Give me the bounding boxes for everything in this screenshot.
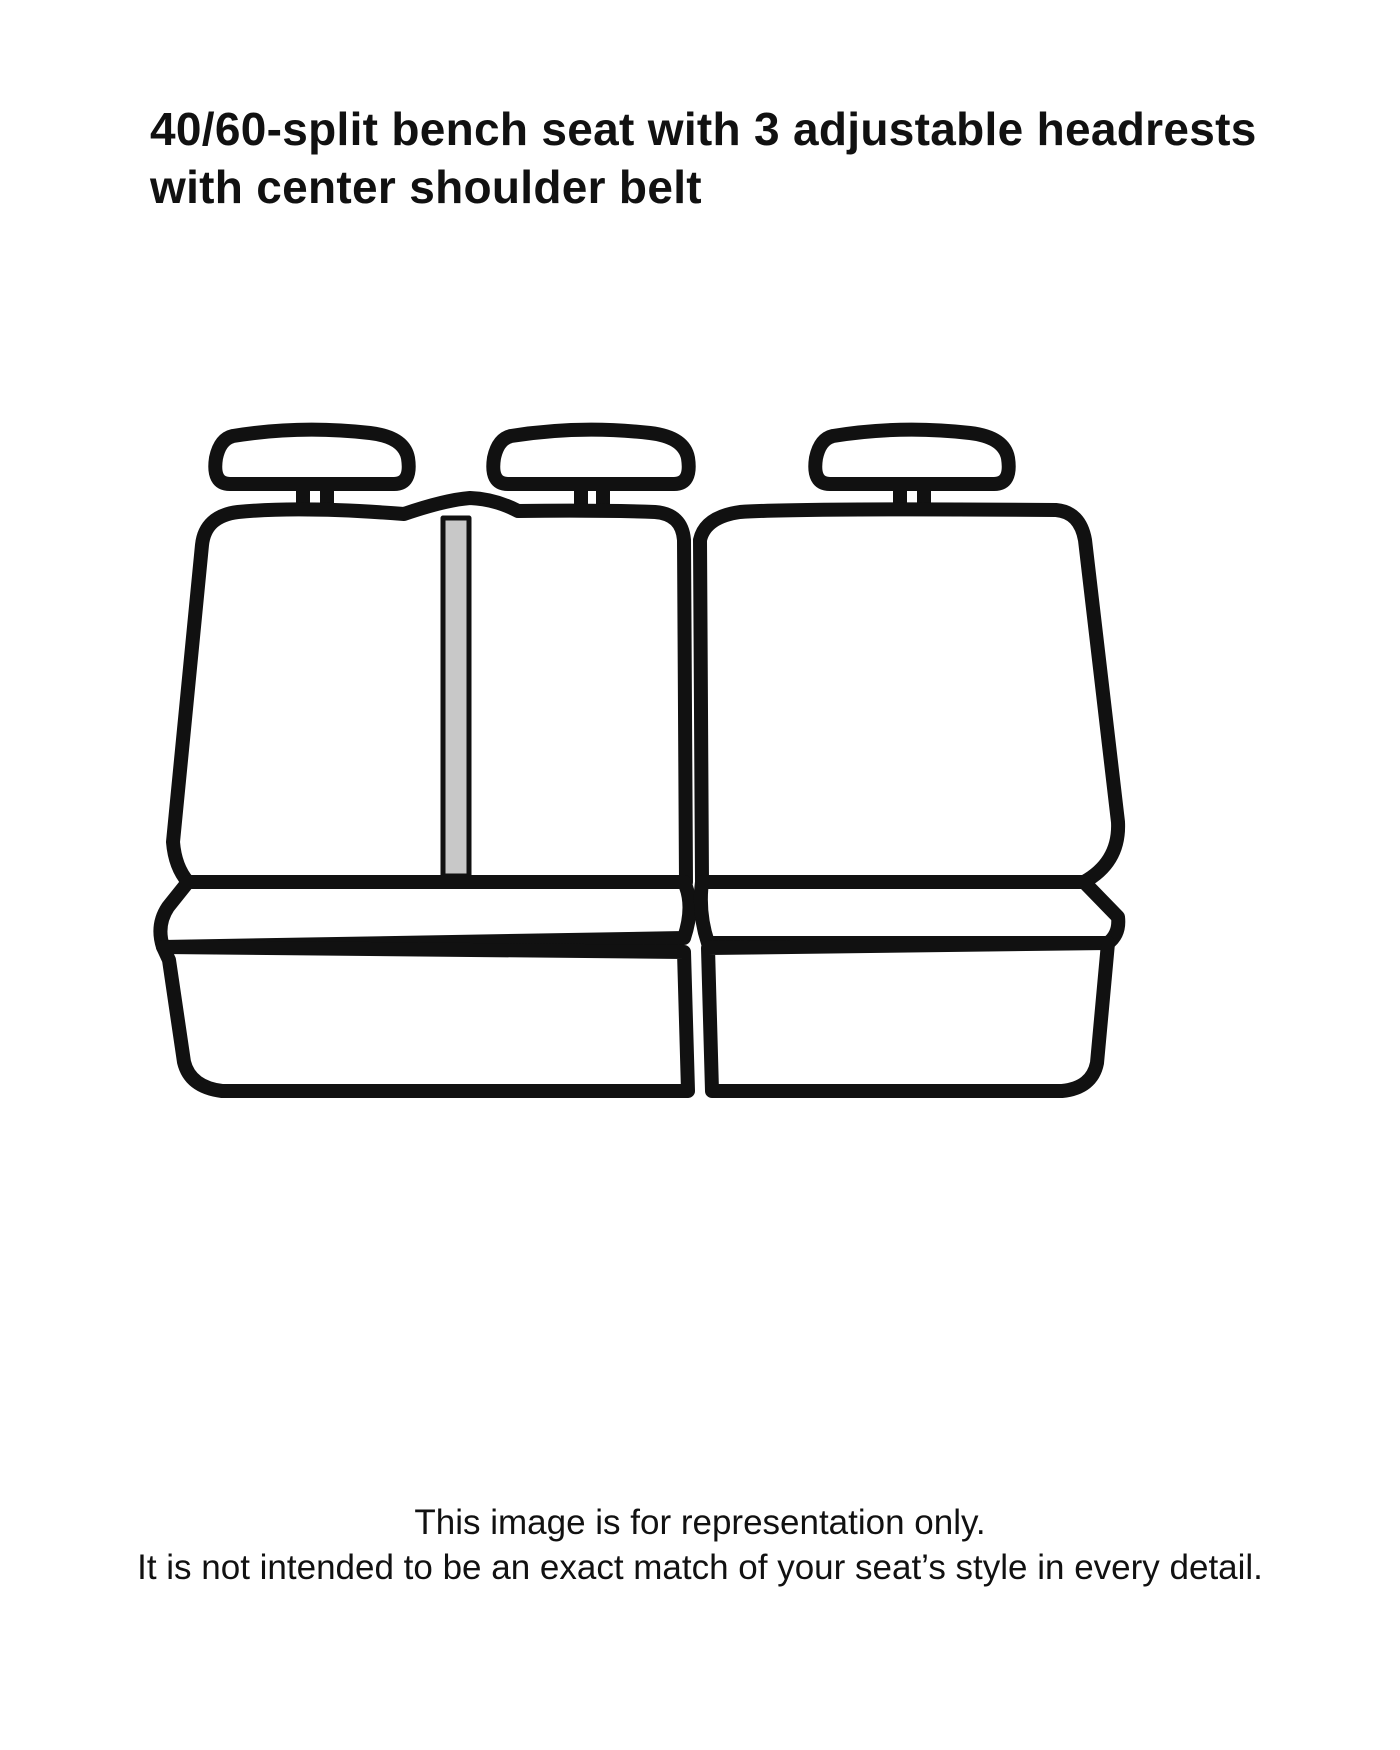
- disclaimer-line-1: This image is for representation only.: [414, 1503, 986, 1542]
- title-line-2: with center shoulder belt: [150, 161, 702, 213]
- headrest-right: [815, 430, 1008, 484]
- disclaimer-line-2: It is not intended to be an exact match of your seat’s style in every detail.: [137, 1548, 1263, 1587]
- center-shoulder-belt: [443, 518, 469, 876]
- seatback-40: [700, 509, 1118, 882]
- seat-cushion-top-right: [701, 882, 1118, 943]
- seat-cushion-top-left: [160, 882, 689, 947]
- headrest-left: [215, 430, 408, 484]
- headrest-center: [493, 430, 688, 484]
- seatback-60: [173, 498, 686, 882]
- seat-cushion-front-right: [708, 943, 1108, 1091]
- seat-cushion-front-left: [163, 947, 688, 1091]
- disclaimer: [0, 1500, 1400, 1590]
- title-line-1: 40/60-split bench seat with 3 adjustable headrests: [150, 103, 1257, 155]
